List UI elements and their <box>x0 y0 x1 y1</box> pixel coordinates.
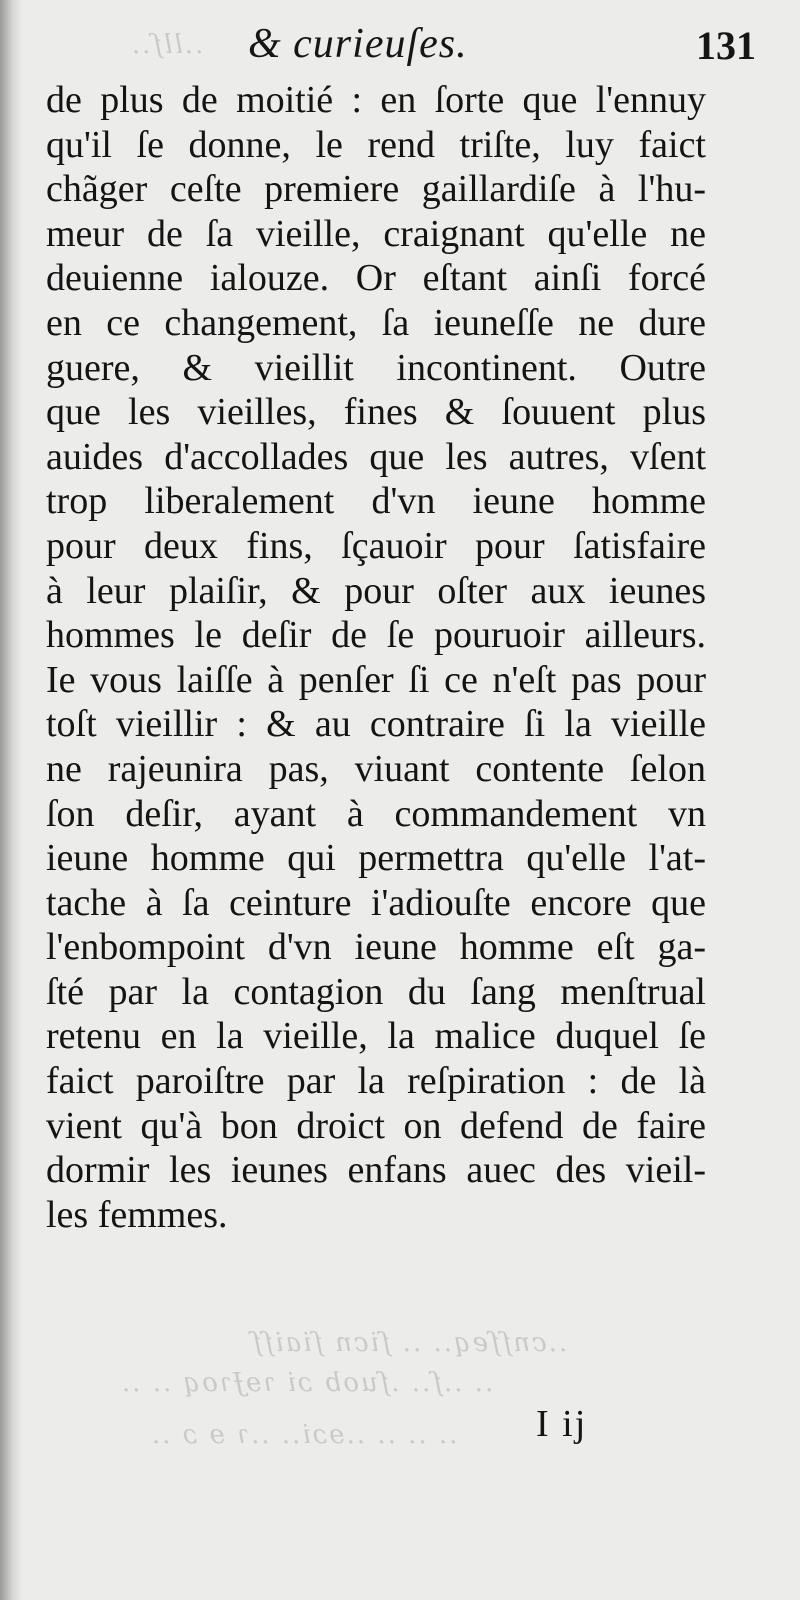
show-through-text: ..cnſſeq.. .. ſicn ſiaiſſ <box>250 1328 568 1358</box>
text-line: guere, & vieillit incontinent. Outre <box>46 346 706 389</box>
running-title: & curieuſes. <box>248 21 468 67</box>
text-line: que les vieilles, fines & ſouuent plus <box>46 391 706 434</box>
text-line: à leur plaiſir, & pour oſter aux ieunes <box>46 569 706 612</box>
text-line: meur de ſa vieille, craignant qu'elle ne <box>46 212 706 255</box>
text-line: pour deux fins, ſçauoir pour ſatisfaire <box>46 524 706 567</box>
text-line: l'enbompoint d'vn ieune homme eſt ga- <box>46 926 706 969</box>
text-line: en ce changement, ſa ieuneſſe ne dure <box>46 301 706 344</box>
text-line: hommes le deſir de ſe pouruoir ailleurs. <box>46 614 706 657</box>
text-line: vient qu'à bon droict on defend de faire <box>46 1104 706 1147</box>
text-line: ieune homme qui permettra qu'elle l'at- <box>46 837 706 880</box>
running-head <box>0 12 800 72</box>
text-line-final: les femmes. <box>46 1193 228 1236</box>
gutter-shadow <box>0 0 22 1600</box>
text-line: de plus de moitié : en ſorte que l'ennuy <box>46 79 706 121</box>
signature-mark: I ij <box>536 1403 588 1445</box>
text-line: ne rajeunira pas, viuant contente ſelon <box>46 747 706 790</box>
text-line: dormir les ieunes enfans auec des vieil- <box>46 1149 706 1192</box>
text-line: tache à ſa ceinture i'adiouſte encore que <box>46 881 706 924</box>
show-through-text: ..llſ.. <box>130 30 204 60</box>
text-line: chãger ceſte premiere gaillardiſe à l'hu- <box>46 168 706 211</box>
text-line: faict paroiſtre par la reſpiration : de là <box>46 1060 706 1103</box>
text-line: ſon deſir, ayant à commandement vn <box>46 792 706 835</box>
show-through-text: .. .. .. ..ɘɔi.. ..ɿ ɘ ɔ .. <box>150 1420 458 1450</box>
text-line: auides d'accollades que les autres, vſent <box>46 435 706 478</box>
text-line: qu'il ſe donne, le rend triſte, luy faict <box>46 123 706 166</box>
text-line: Ie vous laiſſe à penſer ſi ce n'eſt pas pour <box>46 658 706 701</box>
text-line: retenu en la vieille, la malice duquel ſe <box>46 1015 706 1058</box>
text-line: trop liberalement d'vn ieune homme <box>46 480 706 523</box>
page-number: 131 <box>696 23 756 68</box>
text-line: deuienne ialouze. Or eſtant ainſi forcé <box>46 257 706 300</box>
show-through-text: .. ..ſ.. .ſuob ɔi ɿɘɈɿoq .. .. <box>120 1368 494 1398</box>
text-line: ſté par la contagion du ſang menſtrual <box>46 970 706 1013</box>
body-text <box>46 78 706 1237</box>
text-line: toſt vieillir : & au contraire ſi la vieille <box>46 703 706 746</box>
